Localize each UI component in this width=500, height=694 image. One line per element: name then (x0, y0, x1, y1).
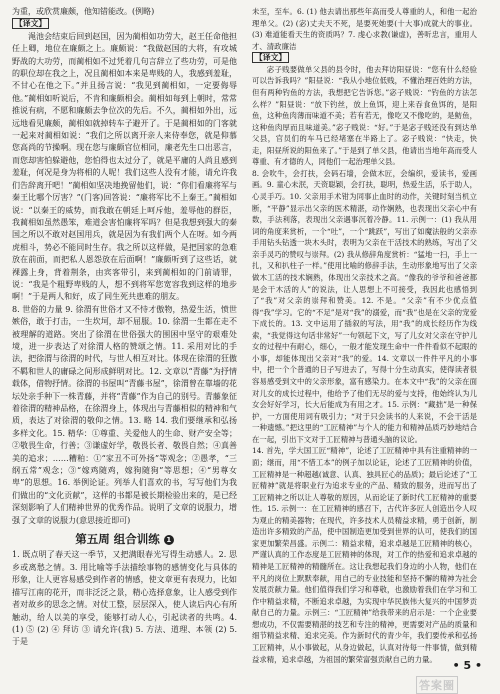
watermark-text: 答案圈 (416, 676, 458, 694)
answer-paragraph: 14. 首先，学大国工匠“精神”，论述了工匠精神中具有注重精神的一面；继而，用“不惜工本”的例子加以论证，论述了工匠精神的价值，工匠精神是一种超越(诚意、认真、独具匠心的品质)；最后论述了“工匠精神”就是将职业行为追求专业的产品、精致的服务，进而写出了工匠精神之所以让人尊敬的原因，从而论证了新时代工匠精神的重要性。15. 示例一：在工匠精神的感召下，古代许多匠人创造出令人叹为观止的精美器物；在现代，许多技术人员精益求精，勇于创新，制造出许多精致的产品，使中国制造更加受到世界的认可，使我们的国家更加繁荣昌盛。示例二：精益求精，追求卓越是工匠精神的核心，严谨认真的工作态度是工匠精神的体现，对工作的热爱和追求卓越的精神是工匠精神的精髓所在。这让我想起我们身边的小人物，他们在平凡的岗位上默默奉献，用自己的专业技能和坚持不懈的精神为社会发展贡献力量。他们值得我们学习和尊敬，也激励着我们在学习和工作中精益求精，不断追求卓越，为实现中华民族伟大复兴的中国梦贡献自己的力量。示例三：“工匠精神”给我带来的启示是：一个企业要想成功，不仅需要精湛的技艺和专注的精神，更需要对产品的质量和细节精益求精、追求完美。作为新时代的青少年，我们要传承和弘扬工匠精神，从小事做起，从身边做起，认真对待每一件事情，做到精益求精，追求卓越，为祖国的繁荣富强贡献自己的力量。 (252, 446, 477, 664)
section-number-badge: 1 (164, 535, 174, 545)
right-column (252, 6, 477, 665)
translation-tag: 【译文】 (12, 18, 49, 29)
translation-paragraph: 渑池会结束后回到赵国，因为蔺相如功劳大，赵王任命他担任上卿，地位在廉颇之上。廉颇说：“我做赵国的大将，有攻城野战的大功劳，而蔺相如不过凭着几句言辞立了些功劳，可是他的职位却在我之上，况且蔺相如本来是卑贱的人，我感到羞耻，不甘心在他之下。”并且扬言说：“我见到蔺相如，一定要侮辱他。”蔺相如听说后，不肯和廉颇相会。蔺相如每到上朝时，常常推说有病，不愿和廉颇去争位次的先后。不久，蔺相如外出，远远地看见廉颇，蔺相如就掉转车子避开了。于是蔺相如的门客就一起来对蔺相如说：“我们之所以离开亲人来侍奉您，就是仰慕您高尚的节操啊。现在您与廉颇官位相同，廉老先生口出恶言，而您却害怕躲避他，您怕得也太过分了，就是平庸的人尚且感到羞耻，何况是身为将相的人呢！我们这些人没有才能，请允许我们告辞离开吧！”蔺相如坚决地挽留他们，说：“你们看廉将军与秦王比哪个厉害？”(门客)回答说：“廉将军比不上秦王。”蔺相如说：“以秦王的威势，而我敢在朝廷上呵斥他，羞辱他的群臣，我蔺相如虽然愚笨，难道会害怕廉将军吗？但是我想到强大的秦国之所以不敢对赵国用兵，就是因为有我们两个人在呀。如今两虎相斗，势必不能同时生存。我之所以这样做，是把国家的急难放在前面，而把私人恩怨放在后面啊！”廉颇听到了这些话，就裸露上身，背着荆条，由宾客带引，来到蔺相如的门前请罪，说：“我是个粗野卑贱的人，想不到将军您宽容我到这样的地步啊！”于是两人和好，成了同生死共患难的朋友。 (12, 31, 237, 302)
page-number: • 5 • (452, 659, 482, 672)
left-column (12, 6, 237, 649)
section-title (12, 533, 237, 545)
answer-paragraph: 1. 既点明了春天这一季节，又把满眼春光写得生动感人。2. 思乡或离愁之情。3. 用比喻等手法描绘事物的感情变化与具体的形象，让人更容易感受到作者的情感，使文章更有表现力，比如描写江南的花开，而非泛泛之景，精心选择意象，让人感受到作者对故乡的思念之情。对仗工整，层层深入，使人读后内心有所触动，给人以美的享受，能够打动人心，引起读者的共鸣。4. (1) ⑤ (2) ④ 拜访 ③ 请允许(我) 5. 方法、道理、本领 (2) 5. 于是 (12, 550, 237, 647)
watermark-logo (416, 676, 494, 692)
answer-paragraph: 为重，或欣赏廉颇，他知错能改。(例略) (12, 7, 155, 16)
translation-paragraph: 宓子贱要做单父县的县令时，他去拜访阳昼说：“您有什么经验可以告诉我吗？”阳昼说：“我从小地位低贱，不懂治理百姓的方法，但有两种钓鱼的方法，我想把它告诉您。”宓子贱说：“钓鱼的方法怎么样？”阳昼说：“放下钓丝，放上鱼饵，迎上来吞食鱼饵的，是阳鱼，这种鱼肉薄而味道不美；若有若无，像吃又不像吃的，是鲂鱼，这种鱼肉厚而且味道美。”宓子贱说：“好。”于是宓子贱还没有到达单父县，官员们的车马已经堵塞在半路上了。宓子贱说：“快走，快走，阳昼所说的阳鱼来了。”于是到了单父县，他请出当地年高而受人尊重、有才德的人，同他们一起治理单父县。 (252, 64, 477, 167)
answer-paragraph: 8. 会吹牛，会打扶，会码石墙，会做木匠，会编织，爱读书，爱画画。9. 童心未泯，天资聪颖，会打扶，聪明，热爱生活，乐于助人，心灵手巧。10. 父亲用手术钳为同事止血时的动作，关键时刻当机立断，“平静”显示出父亲的医术精湛，动作娴熟，也表现出父亲心中有数，手法利落，表现出父亲遇事沉着冷静。11. 示例一：(1) 我从用词的角度来赏析，一个“吐”，一个“跳跃”，写出了如魔法般的父亲赤手用钻头钻透一块木头时，表明为父亲在干活技术的熟练，写出了父亲手灵巧的赞叹与崇拜。(2) 我从修辞角度赏析：“猛地一扫，手上一扎，又和扒柱子一样。”使用比喻的修辞手法，生动形象地写出了父亲做木工活的技术娴熟，体现出父亲技术之高。“像我的爷爷和爸爸都是会干木活的人”的说法，让人思想上不可接受，我因此也感悟到了“我”对父亲的崇拜和赞美。12. 不是。“父亲”有不少优点值得“我”学习。它的“不足”是对“我”的溺爱，而“我”也是在父亲的宠爱下成长的。13. 文中运用了插叙的写法，用“我”的成长经历作为线索，“我觉得这句话非常好”一句领起下文，写了儿女对父亲在守护儿女的过程中有耐心，细心，一般才能发现生命中一件件看似不起眼的小事，却能体现出父亲对“我”的爱。14. 文章以一件件平凡的小事中，把一个个普通的日子写进去了，写得十分生动真实，使得读者很容易感受到文中的父亲形象，富有感染力。在本文中“我”的父亲在面对儿女的成长过程中，他给予了他们无尽的爱与支持，他始终认为儿女会好好学习，长大后能成为有用之才。15. 示例：“藏拙”是一种保护，一方面使用词有吸引力；“对于只会读书的人来说，不会干活是一种遗憾。”把这里的“工匠精神”与个人的能力和精神品质巧妙地结合在一起，引出下文对于工匠精神与普通头脑的议论。 (252, 168, 477, 444)
translation-heading (12, 18, 237, 30)
page-spread (12, 6, 488, 688)
translation-heading (252, 52, 477, 64)
answer-paragraph: 未至，至车。6. (1) 他去请出那些年高而受人尊重的人，和他一起治理单父。(2) (宓)丈夫天不死，是要死她要(十大事)成就大的事业。(3) 难道能看天生的资质吗？7. 虔心求教(谦虚)，善听忠言，重用人才、清政廉洁 (252, 7, 477, 51)
section-title-text: 第五周 组合训练 (75, 532, 160, 547)
answer-paragraph: 8. 世俗的力量 9. 徐渭有世俗才又不恃才傲物，热爱生活，愤世嫉俗，敢于打击，一生坎坷，却不屈服。10. 徐渭一生都在走不被理解的道路。突出了徐渭在世俗强大的围困中坚守的艰难处境，进一步表达了对徐渭人格的赞颂之情。11. 采用对比的手法，把徐渭与徐渭的时代，与世人相互对比。体现在徐渭的狂傲不羁和世人的庸碌之间形成鲜明对比。12. 文章以“青藤”为抒情载体，借物抒情。徐渭的书屋叫“青藤书屋”，徐渭曾在靠墙的花坛处亲手种下一株青藤，并将“青藤”作为自己的别号。青藤象征着徐渭的精神品格，在徐渭身上，体现出与青藤相似的精神和气质，表达了对徐渭的敬仰之情。13. 略 14. 我们要继承和弘扬多样文化。15. 精华：①尊重、关爱他人的生命、财产安全等；②敬畏生命，行善；③谦虚好学，敬畏长者、敬畏自然；④真善美的追求；……糟粕：①“家丑不可外扬”等观念；②愚孝，“三纲五常”观念；③“嫁鸡随鸡，嫁狗随狗”等思想；④“男尊女卑”的思想。16. 举例论证。列举人们喜欢的书，写写他们为我们做出的“文化贡献”，这样的书都是被长期检验出来的，是已经深刻影响了人们精神世界的优秀作品。说明了文章的说服力，增强了文章的说服力(意思接近即可) (12, 304, 237, 525)
translation-tag: 【译文】 (252, 52, 289, 63)
